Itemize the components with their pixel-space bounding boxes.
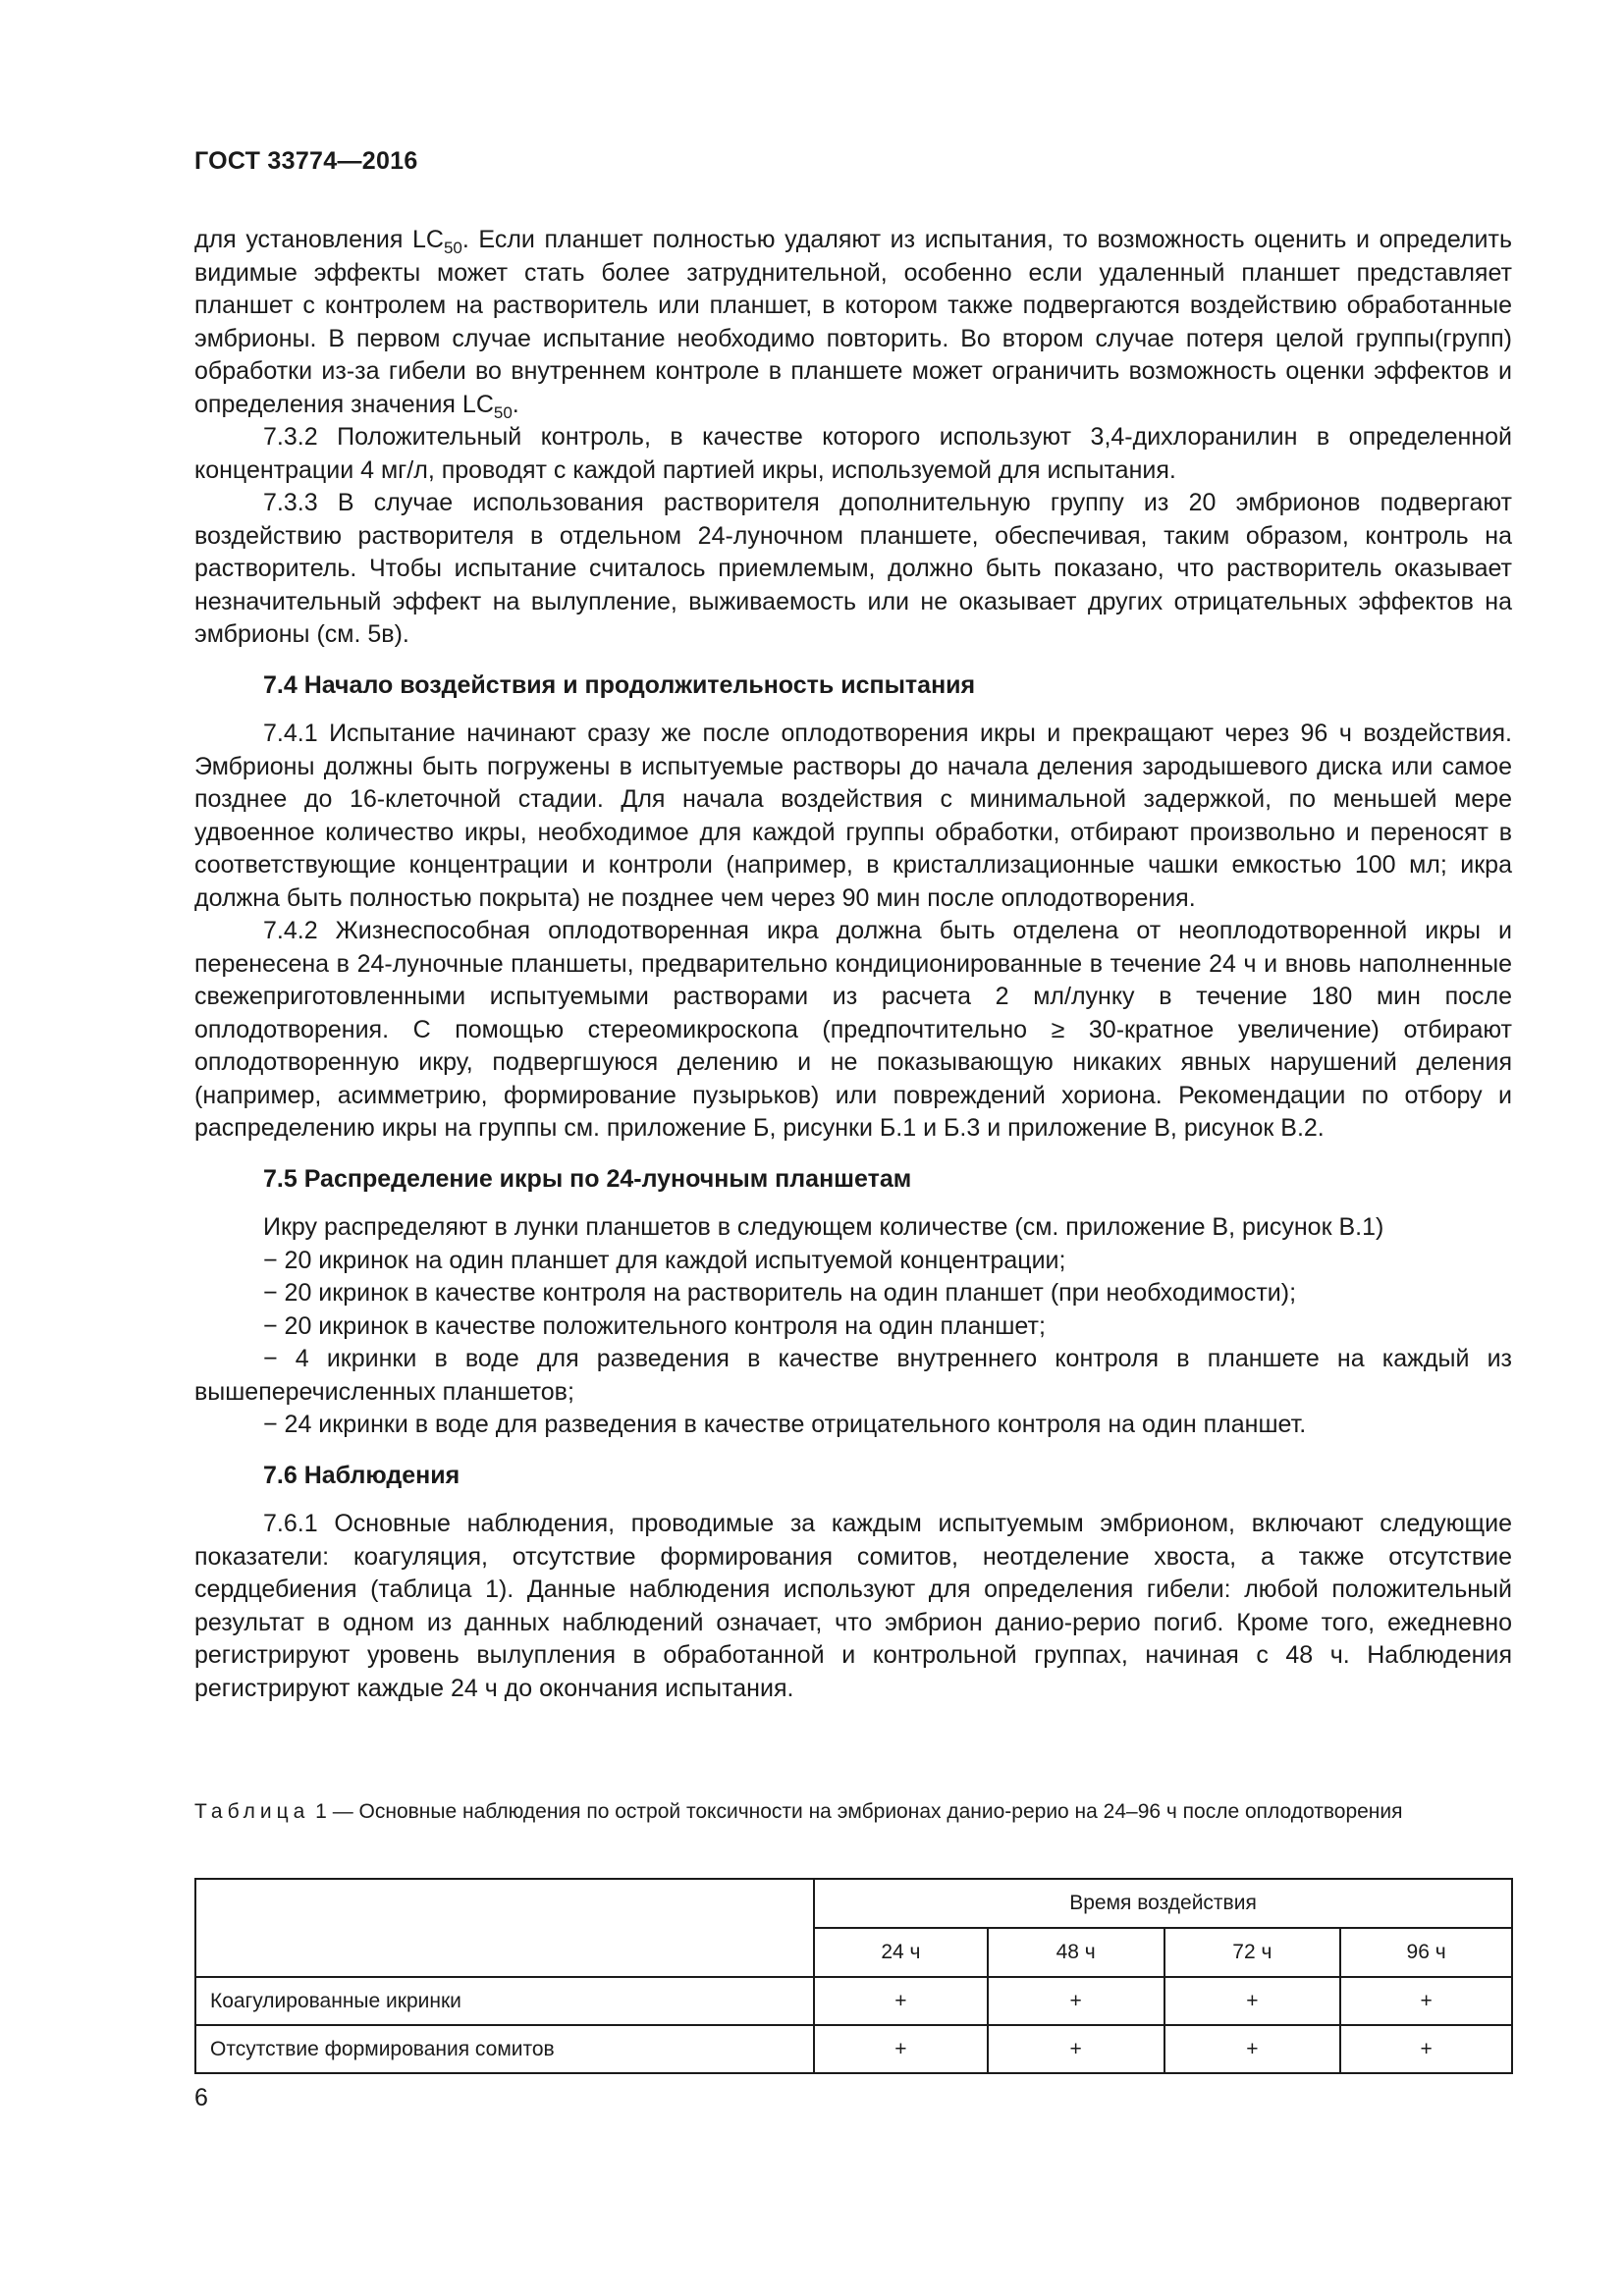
table-cell: +	[814, 1977, 988, 2025]
paragraph-lc50: для установления $LC_{50}$. Если планшет полностью удаляют из испытания, то возможность оценить и определить видимые эффекты может стать более затруднительной, особенно если удаленный планшет представляет планшет с контролем на растворитель или планшет, в котором также подвергаются воздействию обработанные эмбрионы. В первом случае испытание необходимо повторить. Во втором случае потеря целой группы(групп) обработки из-за гибели во внутреннем контроле в планшете может ограничить возможность оценки эффектов и определения значения $LC_{50}$.	[194, 226, 1512, 422]
table-cell: +	[1164, 2025, 1341, 2073]
table-header-empty-cell	[195, 1879, 814, 1977]
table-cell: +	[988, 2025, 1164, 2073]
table-cell: +	[988, 1977, 1164, 2025]
section-heading-7-6: 7.6 Наблюдения	[263, 1461, 460, 1489]
page-number: 6	[194, 2084, 208, 2111]
table-column-header: 24 ч	[814, 1928, 988, 1977]
section-heading-7-5: 7.5 Распределение икры по 24-луночным планшетам	[263, 1164, 912, 1193]
table-row-label: Коагулированные икринки	[195, 1977, 814, 2025]
table-column-header: 48 ч	[988, 1928, 1164, 1977]
table-group-header: Время воздействия	[814, 1879, 1512, 1928]
paragraph-7-3-2: 7.3.2 Положительный контроль, в качестве которого используют 3,4-дихлоранилин в определенной концентрации 4 мг/л, проводят с каждой партией икры, используемой для испытания.	[194, 423, 1512, 484]
list-item: − 24 икринки в воде для разведения в качестве отрицательного контроля на один планшет.	[263, 1411, 1307, 1438]
table-row	[195, 2025, 1512, 2073]
table-cell: +	[1340, 2025, 1512, 2073]
paragraph-7-5-intro: Икру распределяют в лунки планшетов в следующем количестве (см. приложение В, рисунок В.1)	[263, 1213, 1384, 1241]
table-row-label: Отсутствие формирования сомитов	[195, 2025, 814, 2073]
list-item: − 20 икринок на один планшет для каждой испытуемой концентрации;	[263, 1246, 1066, 1274]
table-cell: +	[1164, 1977, 1341, 2025]
paragraph-7-3-3: 7.3.3 В случае использования растворителя дополнительную группу из 20 эмбрионов подвергают воздействию растворителя в отдельном 24-луночном планшете, обеспечивая, таким образом, контроль на растворитель. Чтобы испытание считалось приемлемым, должно быть показано, что растворитель оказывает незначительный эффект на вылупление, выживаемость или не оказывает других отрицательных эффектов на эмбрионы (см. 5в).	[194, 489, 1512, 648]
table-header-row	[195, 1879, 1512, 1928]
document-body	[194, 224, 1512, 1705]
observations-table	[194, 1878, 1513, 2074]
table-caption	[194, 1797, 1512, 1826]
table-column-header: 96 ч	[1340, 1928, 1512, 1977]
table-cell: +	[814, 2025, 988, 2073]
table-column-header: 72 ч	[1164, 1928, 1341, 1977]
paragraph-7-6-1: 7.6.1 Основные наблюдения, проводимые за каждым испытуемым эмбрионом, включают следующие показатели: коагуляция, отсутствие формирования сомитов, неотделение хвоста, а также отсутствие сердцебиения (таблица 1). Данные наблюдения используют для определения гибели: любой положительный результат в одном из данных наблюдений означает, что эмбрион данио-рерио погиб. Кроме того, ежедневно регистрируют уровень вылупления в обработанной и контрольной группах, начиная с 48 ч. Наблюдения регистрируют каждые 24 ч до окончания испытания.	[194, 1510, 1512, 1702]
list-item: − 20 икринок в качестве положительного контроля на один планшет;	[263, 1311, 1046, 1340]
paragraph-7-4-2: 7.4.2 Жизнеспособная оплодотворенная икра должна быть отделена от неоплодотворенной икры и перенесена в 24-луночные планшеты, предварительно кондиционированные в течение 24 ч и вновь наполненные свежеприготовленными испытуемыми растворами из расчета 2 мл/лунку в течение 180 мин после оплодотворения. С помощью стереомикроскопа (предпочтительно ≥ 30-кратное увеличение) отбирают оплодотворенную икру, подвергшуюся делению и не показывающую никаких явных нарушений деления (например, асимметрию, формирование пузырьков) или повреждений хориона. Рекомендации по отбору и распределению икры на группы см. приложение Б, рисунки Б.1 и Б.3 и приложение В, рисунок В.2.	[194, 917, 1512, 1142]
list-item: − 20 икринок в качестве контроля на растворитель на один планшет (при необходимости);	[263, 1279, 1297, 1307]
table-row	[195, 1977, 1512, 2025]
list-item: − 4 икринки в воде для разведения в качестве внутреннего контроля в планшете на каждый из вышеперечисленных планшетов;	[194, 1345, 1512, 1406]
table-caption-text: 1 — Основные наблюдения по острой токсичности на эмбрионах данио-рерио на 24–96 ч после оплодотворения	[309, 1800, 1403, 1823]
table-caption-label: Таблица	[194, 1800, 310, 1823]
section-heading-7-4: 7.4 Начало воздействия и продолжительность испытания	[263, 670, 976, 699]
standard-header: ГОСТ 33774—2016	[194, 147, 418, 175]
table-cell: +	[1340, 1977, 1512, 2025]
paragraph-7-4-1: 7.4.1 Испытание начинают сразу же после оплодотворения икры и прекращают через 96 ч воздействия. Эмбрионы должны быть погружены в испытуемые растворы до начала деления зародышевого диска или самое позднее до 16-клеточной стадии. Для начала воздействия с минимальной задержкой, по меньшей мере удвоенное количество икры, необходимое для каждой группы обработки, отбирают произвольно и переносят в соответствующие концентрации и контроли (например, в кристаллизационные чашки емкостью 100 мл; икра должна быть полностью покрыта) не позднее чем через 90 мин после оплодотворения.	[194, 720, 1512, 912]
